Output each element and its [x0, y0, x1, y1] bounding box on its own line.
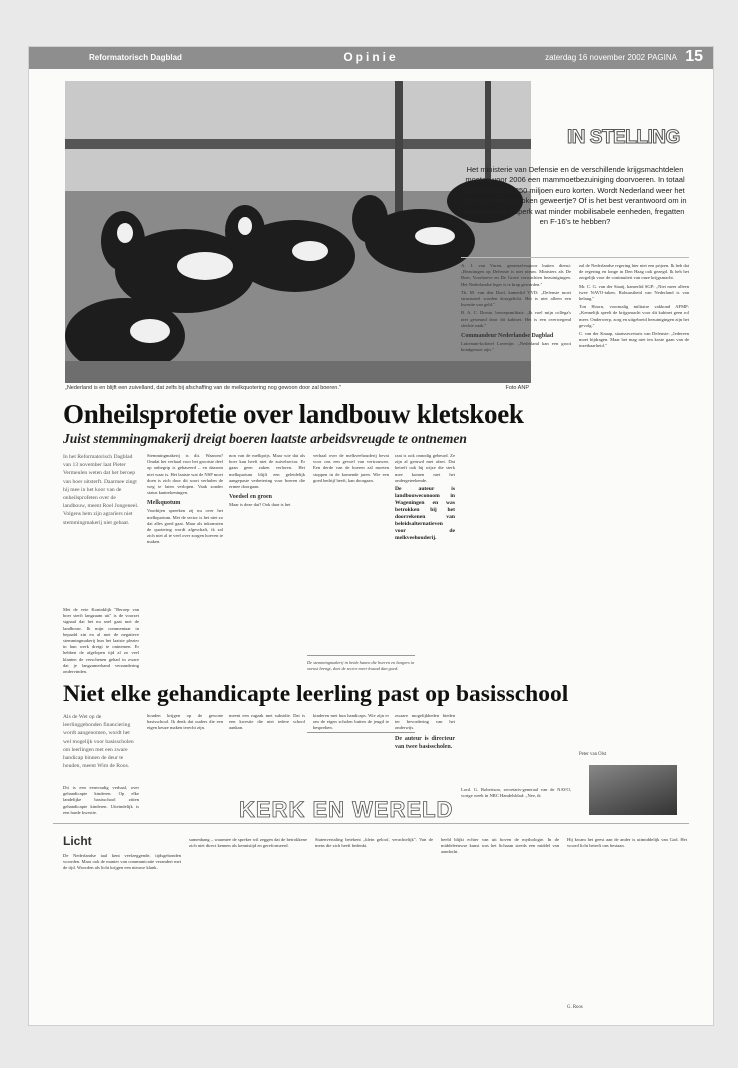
section-title: Opinie: [343, 50, 399, 64]
column-text: Mr. C. G. van der Staaij, kamerlid SGP: „Niet meer alleen twee NAVO-taken. Robuustheid van Nederland is van belang.": [579, 283, 689, 302]
article-quote-box: De stemmingmakerij in beide hanen die boeren en burgers in onrust brengt, doet de sector meer kwaad dan goed.: [307, 655, 415, 733]
column-text: Ton Hoorn, voormalig militaire vakbond AFMP: „Kennelijk speelt de krijgsmacht voor dit kabinet geen rol meer. Onderwerp, zorg en uitgebreid bezuinigingen zijn het gevolg.": [579, 304, 689, 328]
in-stelling-column-1: [461, 263, 571, 783]
kerk-en-wereld-title: KERK EN WERELD: [239, 797, 454, 822]
in-stelling-title: IN STELLING: [567, 127, 680, 148]
column-text: Dit is een eenvoudig verhaal, over gehandicapte kinderen. Op elke landelijke basisschool zitten gehandicapte kinderen. Uiteindelijk is een harde kwestie.: [63, 785, 139, 815]
kerk-column-4: [441, 837, 559, 1013]
article-headline: Onheilsprofetie over landbouw kletskoek: [63, 399, 524, 429]
article2-column-2: [147, 713, 223, 821]
column-text: non van de melkprijs. Maar wie dat als boer kan heeft niet de zuivelsector. Er gaan geen zaken verloren. Het melkquotum blijft een geleidelijk aangepaste verbetering voor boeren die ermee doorgaan.: [229, 453, 305, 490]
article-column-3: [229, 453, 305, 667]
column-text: Lord. G. Robertson, secretaris-generaal van de NAVO, vorige week in NRC Handelsblad: „Nee, ik: [461, 787, 571, 799]
kerk-column-2: [189, 837, 307, 1013]
page-header: [29, 47, 713, 69]
newspaper-page: [28, 46, 714, 1026]
article2-column-1: [63, 785, 139, 821]
column-text: Stemmingmakerij is dit. Waarom? Omdat het verhaal voor het grootste deel op onbegrip is gebaseerd – en daarom niet waar is. Het laatste wat de NSP moet doen is zich door dit soort verhalen de weg te laten verlopen. Vaak zonder status kantrekeningen.: [147, 453, 223, 496]
column-text: raat is ook onnodig gebeurd. Ze zijn al geruwd met afzet. Dat betreft ook bij wijze die sterk mee komen met het ondergeteekende.: [395, 453, 455, 483]
in-stelling-photo-caption: [461, 787, 571, 823]
column-text: Th. M. van den Doel, kamerlid VVD: „Defensie moet structureel worden doorgelicht. Het is niet alleen een kwestie van geld.": [461, 289, 571, 308]
column-text: B. A. C. Droste, beroepsmilitair: „Ik voel mijn collega's niet gesteund door dit kabinet. Het is een overwegend slechte zaak.": [461, 310, 571, 328]
issue-date: zaterdag 16 november 2002 PAGINA: [545, 53, 677, 62]
column-text: Voorbijen spreeken zij nu over het melkquotum. Met de sector is het niet zo dat alles goed gaat. Maar als inkomsten de quotering wordt afgeschaft, ik zal zich niet al te veel over zorgen hoeven te maken.: [147, 508, 223, 545]
column-text: houden krijgen op de gewone basisschool. Ik denk dat ouders die een eigen keuze maken terecht zijn.: [147, 713, 223, 731]
kerk-column-3: [315, 837, 433, 1013]
in-stelling-intro: Het ministerie van Defensie en de verschillende krijgsmachtdelen moeten voor 2006 een mammoetbezuiniging doorvoeren. In totaal wil het kabinet 850 miljoen euro korten. Wordt Nederland weer het land van het gebroken geweertje? Of is het best verantwoord om in een nucleair tijdperk wat minder mobilisabele eenheden, fregatten en F-16's te hebben?: [463, 165, 687, 227]
in-stelling-column-2: [579, 263, 689, 749]
column-text: beeld blijkt echter van uit boven de mythologie. In de middeleeuwse kunst was het lichaam steeds een middel van aandacht.: [441, 837, 559, 855]
kerk-column-1: [63, 853, 181, 1013]
author-note: De auteur is directeur van twee basisscholen.: [395, 735, 455, 750]
column-text: C. van der Knaap, staatssecretaris van Defensie: „Iedereen moet bijdragen. Maar het mag niet ten koste gaan van de inzetbaarheid.": [579, 331, 689, 349]
column-heading: Melkquotum: [147, 500, 181, 507]
column-text: zal de Nederlandse regering hier niet een prijzen. Ik heb dat de regering en longe in Den Haag ook gezegd. Ik heb het zorgelijk voor de continuïteit van onze krijgsmacht.: [579, 263, 689, 281]
photo-credit: Foto ANP: [505, 385, 529, 391]
caption-text: „Nederland is en blijft een zuivelland, dat zelfs bij afschaffing van de melkquotering nog gewoon door zal boeren.": [65, 385, 341, 391]
article-column-5: [395, 453, 455, 649]
column-text: meent een rugzak met subsidie. Dat is een kwestie die niet iedere school aankan.: [229, 713, 305, 731]
column-text: samenhang – waarmee de spreker wil zeggen dat de betrokkene zich niet direct kennen als kennistijd en gereformeerd.: [189, 837, 307, 849]
kerk-heading: Licht: [63, 834, 92, 848]
column-text: Luitenant-kolonel Lavenijn: „Nederland kan een groot bondgenoot zijn.": [461, 341, 571, 353]
column-text: zwaare mogelijkheden bieden ter bevordering van het onderwijs.: [395, 713, 455, 731]
article2-lead: Als de Wet op de leerlinggebonden financiering wordt aangenomen, wordt het wel mogelijk voor basisscholen om leerlingen met een zware handicap binnen de deur te houden, meent Wim de Roos.: [63, 714, 134, 770]
author-note: De auteur is landbouweconoom in Wageningen en was betrokken bij het doorrekenen van beleidsalternatieven voor de melkveehouderij.: [395, 486, 455, 542]
column-text: Maar is deze dat? Ook daar is het: [229, 502, 291, 508]
article-column-4: [313, 453, 389, 649]
publication-name: Reformatorisch Dagblad: [89, 53, 182, 62]
column-text: A. J. van Vuren, generaal-majoor buiten dienst: „Bezuinigen op Defensie is niet nieuw. Ministers als De Boer, Voorhoeve en De Grave verwachten bezuinigingen. Het Nederlandse leger is te krap geworden.": [461, 263, 571, 287]
in-stelling-signature: Peter van Olst: [579, 752, 607, 757]
column-text: De Nederlandse taal kent veelzeggende, tijdsgebonden woorden. Maar ook de manier van communicatie verandert met de tijd. Woorden als licht krijgen een nieuwe klank.: [63, 853, 181, 871]
column-heading: Voedsel en groen: [229, 494, 273, 501]
column-text: kinderen met hun handicaps. Wie zijn er om de eigen scholen buiten de jeugd te bespreken.: [313, 713, 389, 731]
article-lead: In het Reformatorisch Dagblad van 13 november laat Pieter Vermeulen weten dat het beroep van boer uitsterft. Daarmee zingt hij mee in het koor van de onheilsprofeten over de landbouw, meent Roel Jongeneel. Volgens hem zijn agrarïers niet stemmingmakerij niet gebaat.: [63, 454, 139, 526]
article-column-2: [147, 453, 223, 667]
kerk-column-5: [567, 837, 687, 1003]
column-heading: Commandeur Nederlandse Dagblad: [461, 333, 554, 340]
portrait-photo: [589, 765, 677, 815]
article-subheadline: Juist stemmingmakerij dreigt boeren laatste arbeidsvreugde te ontnemen: [63, 431, 467, 446]
article-column-1: [63, 607, 139, 675]
column-text: Statenvertaling betekent „klein geloof, verachtelijk". Van de mens die zich heeft bedenkt.: [315, 837, 433, 849]
divider: [461, 257, 689, 258]
column-text: Met de vete Koninklijk "Beroep van boer sterft langzaam uit" is de voorzet signaal dat het nu snel gaat met de landbouw. Ik mijn commentaar in bepaald zin en al met de negatieve stemmingmakerij hun het laatste plezier in hun werk dreigt te ontnemen. Er hebben de afgelopen tijd al zo veel klanten de verschenen gehad in zware dat je langzamerhand verzandering ondervinden.: [63, 607, 139, 675]
column-text: verhaal over de melkveehouderij bevat voor ons een gevoel van vertrouwen. Een derde van de boeren zal moeten stoppen in de komende jaren. Wie een goed bedrijf heeft, kan doorgaan.: [313, 453, 389, 483]
column-text: Hij kwam het geest aan de ander is uitmiddelijk van God. Het woord licht betreft ons bestaan.: [567, 837, 687, 849]
kerk-signature: G. Roos: [567, 1005, 583, 1010]
page-number: 15: [685, 48, 703, 65]
article2-headline: Niet elke gehandicapte leerling past op basisschool: [63, 681, 569, 707]
